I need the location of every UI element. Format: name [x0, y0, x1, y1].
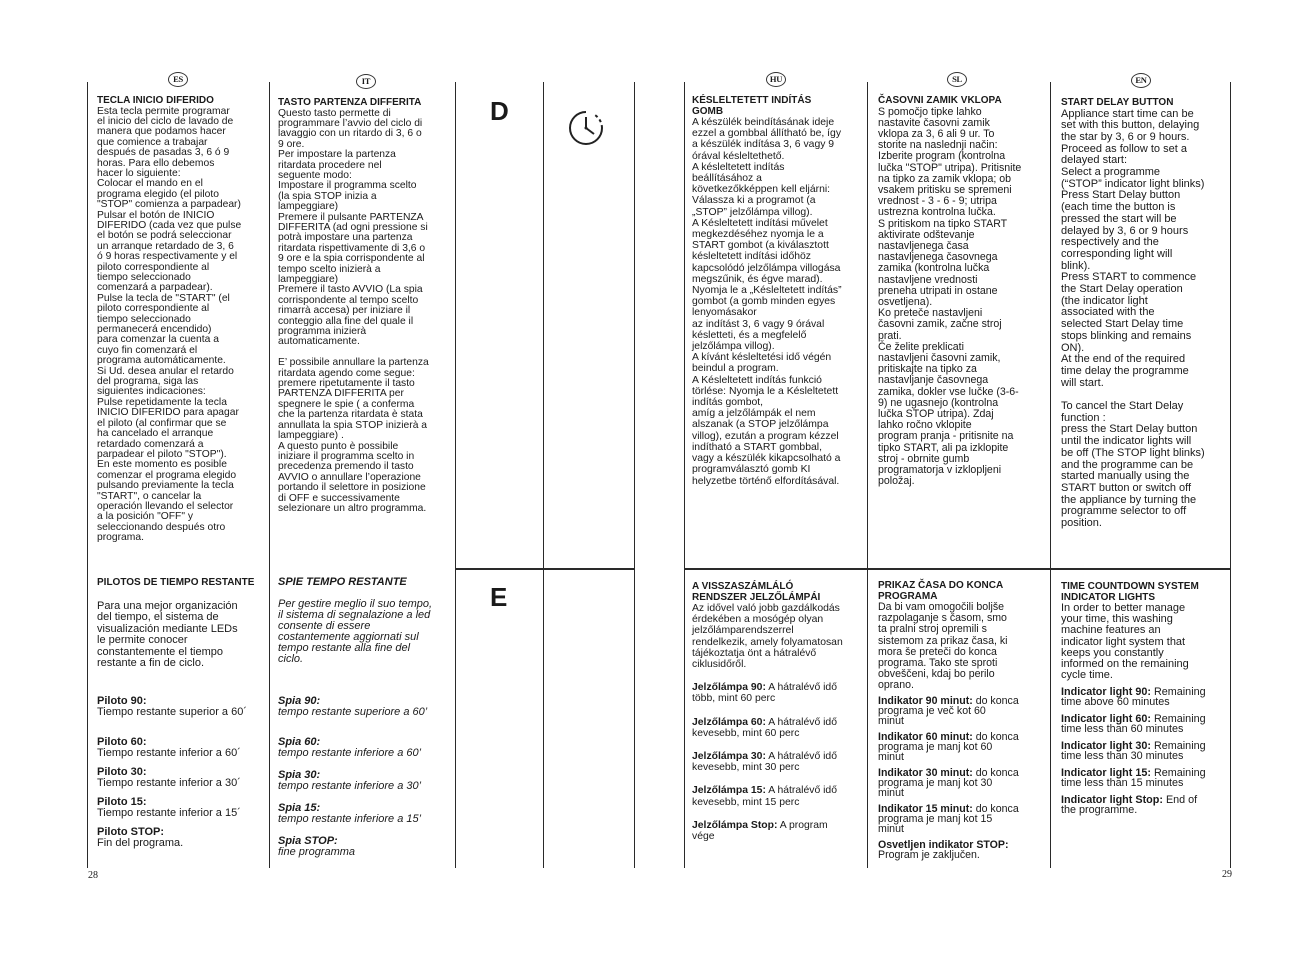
hu-countdown-item — [692, 682, 868, 704]
it-countdown-item — [278, 770, 454, 792]
hu-countdown-section — [692, 582, 868, 842]
sl-countdown-item — [878, 768, 1048, 798]
sl-item-label: Osvetljen indikator STOP: — [878, 838, 1009, 851]
en-countdown-item — [1061, 687, 1227, 707]
en-countdown-item — [1061, 768, 1227, 788]
en-countdown-item — [1061, 795, 1227, 815]
column-rule — [543, 82, 544, 868]
hu-item-text: A program vége — [692, 819, 828, 843]
sl-countdown-section — [878, 581, 1048, 860]
it-item-text: tempo restante inferiore a 60’ — [278, 747, 422, 759]
section-letter-d: D — [490, 96, 509, 126]
hu-item-label: Jelzőlámpa Stop: — [692, 819, 778, 831]
sl-item-text: do konca programa je manj kot 60 minut — [878, 730, 1019, 763]
hu-countdown-item — [692, 751, 868, 773]
hu-delay-section — [692, 96, 868, 487]
es-item-text: Tiempo restante inferior a 30´ — [97, 777, 241, 789]
en-countdown-heading: TIME COUNTDOWN SYSTEM INDICATOR LIGHTS — [1061, 581, 1199, 603]
en-item-text: Remaining time less than 30 minutes — [1061, 740, 1206, 763]
it-item-label: Spia 90: — [278, 695, 321, 707]
en-item-text: Remaining time above 60 minutes — [1061, 686, 1206, 709]
language-badge-hu: HU — [766, 72, 786, 87]
it-item-label: Spia 30: — [278, 769, 321, 781]
it-item-label: Spia STOP: — [278, 835, 338, 847]
column-rule — [684, 82, 685, 868]
page-number-left: 28 — [88, 870, 98, 881]
en-item-label: Indicator light Stop: — [1061, 794, 1163, 807]
it-countdown-heading: SPIE TEMPO RESTANTE — [278, 576, 407, 588]
sl-item-text: Program je zaključen. — [878, 848, 980, 861]
it-countdown-item — [278, 836, 454, 858]
it-countdown-item — [278, 803, 454, 825]
sl-item-label: Indikator 60 minut: — [878, 730, 973, 743]
language-badge-it: IT — [356, 74, 376, 89]
en-item-text: End of the programme. — [1061, 794, 1198, 817]
en-delay-section — [1061, 98, 1227, 530]
sl-item-text: do konca programa je manj kot 30 minut — [878, 766, 1019, 799]
en-countdown-item — [1061, 741, 1227, 761]
column-rule — [455, 82, 456, 868]
sl-delay-heading: ČASOVNI ZAMIK VKLOPA — [878, 95, 1002, 106]
hu-delay-start-paragraph: A Késleltetett indítási művelet megkezdéséhez nyomja le a START gombot (a kiválasztott késleltetett indítási időhöz kapcsolódó jelzőlámpa villogása megszűnik, és égve marad). — [692, 217, 841, 285]
es-item-label: Piloto 90: — [97, 695, 147, 707]
language-badge-sl: SL — [947, 72, 967, 87]
hu-countdown-heading: A VISSZASZÁMLÁLÓ RENDSZER JELZŐLÁMPÁI — [692, 581, 821, 603]
hu-item-text: A hátralévő idő több, mint 60 perc — [692, 682, 837, 705]
sl-item-label: Indikator 30 minut: — [878, 766, 973, 779]
sl-countdown-item — [878, 732, 1048, 762]
sl-countdown-heading: PRIKAZ ČASA DO KONCA PROGRAMA — [878, 580, 1004, 602]
en-delay-body: Appliance start time can be set with this button, delaying the star by 3, 6 or 9 hours. Proceed as follow to set a delayed start: Select a programme (“STOP” indicator light blinks) Press Start Delay button (each time the button is pressed the start will be delayed by 3, 6 or 9 hours respectively and the corresponding light will blink). Press START to commence the Start Delay operation (the indicator light associated with the selected Start Delay time stops blinking and remains ON). At the end of the required time delay the programme will start. To cancel the Start Delay function : press the Start Delay button until the indicator lights will be off (The STOP light blinks) and the programme can be started manually using the START button or switch off the appliance by turning the programme selector to off position. — [1061, 107, 1205, 530]
column-rule — [1230, 82, 1231, 868]
hu-delay-heading: KÉSLELTETETT INDÍTÁS GOMB — [692, 95, 812, 117]
hu-item-label: Jelzőlámpa 30: — [692, 751, 766, 763]
column-rule — [1050, 82, 1051, 868]
language-badge-en: EN — [1131, 73, 1151, 88]
es-countdown-item — [97, 827, 265, 849]
es-item-text: Tiempo restante inferior a 15´ — [97, 807, 241, 819]
right-page — [672, 0, 1308, 954]
en-countdown-intro: In order to better manage your time, this washing machine features an indicator light system that keeps you constantly informed on the remaining cycle time. — [1061, 602, 1189, 682]
es-item-label: Piloto 60: — [97, 736, 147, 748]
clock-delay-icon — [566, 108, 606, 148]
sl-item-text: do konca programa je več kot 60 minut — [878, 694, 1019, 727]
column-rule — [269, 82, 270, 868]
es-countdown-heading: PILOTOS DE TIEMPO RESTANTE — [97, 577, 255, 588]
es-item-label: Piloto 30: — [97, 766, 147, 778]
section-letter-e: E — [490, 582, 508, 612]
hu-item-label: Jelzőlámpa 60: — [692, 716, 766, 728]
es-delay-body: Esta tecla permite programar el inicio del ciclo de lavado de manera que podamos hacer que comience a trabajar después de pasadas 3, 6 ó 9 horas. Para ello debemos hacer lo siguiente: Colocar el mando en el programa elegido (el piloto "STOP" comienza a parpadear) Pulsar el botón de INICIO DIFERIDO (cada vez que pulse el botón se podrá seleccionar un arranque retardado de 3, 6 ó 9 horas respectivamente y el piloto correspondiente al tiempo seleccionado comenzará a parpadear). Pulse la tecla de "START" (el piloto correspondiente al tiempo seleccionado permanecerá encendido) para comenzar la cuenta a cuyo fin comenzará el programa automáticamente. Si Ud. desea anular el retardo del programa, siga las siguientes indicaciones: Pulse repetidamente la tecla INICIO DIFERIDO para apagar el piloto (al confirmar que se ha cancelado el arranque retardado comenzará a parpadear el piloto "STOP"). En este momento es posible comenzar el programa elegido pulsando previamente la tecla "START", o cancelar la operación llevando el selector a la posición "OFF" y seleccionando después otro programa. — [97, 105, 242, 544]
en-countdown-section — [1061, 582, 1227, 815]
hu-item-label: Jelzőlámpa 90: — [692, 682, 766, 694]
language-badge-es: ES — [168, 72, 188, 87]
en-item-label: Indicator light 15: — [1061, 767, 1151, 780]
es-countdown-intro: Para una mejor organización del tiempo, el sistema de visualización mediante LEDs le permite conocer constantemente el tiempo restante a fin de ciclo. — [97, 599, 238, 669]
en-item-text: Remaining time less than 15 minutes — [1061, 767, 1206, 790]
es-countdown-item — [97, 737, 265, 759]
hu-countdown-item — [692, 717, 868, 739]
es-item-text: Fin del programa. — [97, 837, 184, 849]
sl-item-label: Indikator 15 minut: — [878, 802, 973, 815]
it-countdown-item — [278, 696, 454, 718]
en-item-label: Indicator light 30: — [1061, 740, 1151, 753]
es-countdown-item — [97, 696, 265, 718]
sl-delay-section — [878, 96, 1048, 487]
en-item-label: Indicator light 60: — [1061, 713, 1151, 726]
es-countdown-item — [97, 797, 265, 819]
it-item-label: Spia 60: — [278, 736, 321, 748]
page-number-right: 29 — [1222, 869, 1232, 880]
it-delay-section — [278, 98, 454, 514]
it-delay-body: Questo tasto permette di programmare l’avvio del ciclo di lavaggio con un ritardo di 3, 6 o 9 ore. Per impostare la partenza ritardata procedere nel seguente modo: Impostare il programma scelto (la spia STOP inizia a lampeggiare) Premere il pulsante PARTENZA DIFFERITA (ad ogni pressione si potrà impostare una partenza ritardata rispettivamente di 3,6 o 9 ore e la spia corrispondente al tempo scelto inizierà a lampeggiare) Premere il tasto AVVIO (La spia corrispondente al tempo scelto rimarrà accesa) per iniziare il conteggio alla fine del quale il programma inizierà automaticamente. E’ possibile annullare la partenza ritardata agendo come segue: premere ripetutamente il tasto PARTENZA DIFFERITA per spegnere le spie ( a conferma che la partenza ritardata è stata annullata la spia STOP inizierà a lampeggiare) . A questo punto è possibile iniziare il programma scelto in precedenza premendo il tasto AVVIO o annullare l’operazione portando il selettore in posizione di OFF e successivamente selezionare un altro programma. — [278, 107, 429, 514]
sl-delay-body: S pomočjo tipke lahko nastavite časovni zamik vklopa za 3, 6 ali 9 ur. To storite na naslednji način: Izberite program (kontrolna lučka "STOP" utripa). Pritisnite na tipko za zamik vklopa; ob vsakem pritisku se spremeni vrednost - 3 - 6 - 9; utripa ustrezna kontrolna lučka. S pritiskom na tipko START aktivirate odštevanje nastavljenega časa nastavljenega časovnega zamika (kontrolna lučka nastavljene vrednosti preneha utripati in ostane osvetljena). Ko preteče nastavljeni časovni zamik, začne stroj prati. Če želite preklicati nastavljeni časovni zamik, pritiskajte na tipko za nastavljanje časovnega zamika, dokler vse lučke (3-6- 9) ne ugasnejo (kontrolna lučka STOP utripa). Zdaj lahko ročno vklopite program pranja - pritisnite na tipko START, ali pa izklopite stroj - obrnite gumb programatorja v izklopljeni položaj. — [878, 105, 1022, 488]
es-delay-heading: TECLA INICIO DIFERIDO — [97, 95, 214, 106]
es-item-text: Tiempo restante inferior a 60´ — [97, 747, 241, 759]
en-delay-heading: START DELAY BUTTON — [1061, 97, 1174, 108]
it-countdown-section — [278, 576, 454, 858]
left-page — [0, 0, 640, 954]
it-item-text: tempo restante inferiore a 15’ — [278, 813, 422, 825]
it-item-label: Spia 15: — [278, 802, 321, 814]
sl-item-label: Indikator 90 minut: — [878, 694, 973, 707]
es-item-label: Piloto STOP: — [97, 826, 165, 838]
sl-countdown-intro: Da bi vam omogočili boljše razpolaganje s časom, smo ta pralni stroj opremili s sistemom za prikaz časa, ki mora še preteči do konca programa. Tako ste sproti obveščeni, kdaj bo perilo oprano. — [878, 601, 1008, 692]
it-item-text: tempo restante superiore a 60’ — [278, 706, 428, 718]
sl-item-text: do konca programa je manj kot 15 minut — [878, 802, 1019, 835]
en-item-text: Remaining time less than 60 minutes — [1061, 713, 1206, 736]
es-countdown-section — [97, 577, 265, 849]
sl-countdown-item — [878, 696, 1048, 726]
column-rule — [634, 82, 635, 868]
hu-delay-body — [692, 117, 868, 487]
it-delay-heading: TASTO PARTENZA DIFFERITA — [278, 97, 422, 108]
hu-delay-text: A készülék beindításának ideje ezzel a gombbal állítható be, így a készülék indítása 3, 6 vagy 9 órával késleltethető. A késleltetett indítás beállításához a következőkképpen kell eljárni: Válassza ki a programot (a „STOP” jelzőlámpa villog). — [692, 117, 842, 218]
it-item-text: fine programma — [278, 846, 356, 858]
es-countdown-item — [97, 767, 265, 789]
hu-countdown-intro: Az idővel való jobb gazdálkodás érdekében a mosógép olyan jelzőlámparendszerrel rendelkezik, amely folyamatosan tájékoztatja önt a hátralévő ciklusidőről. — [692, 603, 843, 671]
sl-countdown-item — [878, 804, 1048, 834]
hu-item-text: A hátralévő idő kevesebb, mint 60 perc — [692, 716, 837, 739]
it-countdown-item — [278, 737, 454, 759]
hu-item-text: A hátralévő idő kevesebb, mint 15 perc — [692, 785, 837, 808]
column-rule — [87, 82, 88, 868]
it-item-text: tempo restante inferiore a 30’ — [278, 780, 422, 792]
es-item-label: Piloto 15: — [97, 796, 147, 808]
section-divider — [684, 568, 1231, 570]
it-countdown-intro: Per gestire meglio il suo tempo, il sistema di segnalazione a led consente di essere costantemente aggiornati sul tempo restante alla fine del ciclo. — [278, 598, 433, 665]
en-countdown-item — [1061, 714, 1227, 734]
es-item-text: Tiempo restante superior a 60´ — [97, 706, 247, 718]
es-delay-section — [97, 96, 265, 544]
en-item-label: Indicator light 90: — [1061, 686, 1151, 699]
hu-countdown-item — [692, 820, 868, 842]
sl-countdown-item — [878, 840, 1048, 860]
hu-delay-rest: Nyomja le a „Késleltetett indítás” gombot (a gomb minden egyes lenyomásakor az indítást 3, 6 vagy 9 órával késletteti, és a megfelelő jelzőlámpa villog). A kívánt késleltetési idő végén beindul a program. A Késleltetett indítás funkció törlése: Nyomja le a Késleltetett indítás gombot, amíg a jelzőlámpák el nem alszanak (a STOP jelzőlámpa villog), ezután a program kézzel indítható a START gombbal, vagy a készülék kikapcsolható a programválasztó gomb KI helyzetbe történő elfordításával. — [692, 285, 842, 487]
hu-item-label: Jelzőlámpa 15: — [692, 785, 766, 797]
hu-item-text: A hátralévő idő kevesebb, mint 30 perc — [692, 751, 837, 774]
section-divider — [455, 568, 635, 570]
hu-countdown-item — [692, 785, 868, 807]
